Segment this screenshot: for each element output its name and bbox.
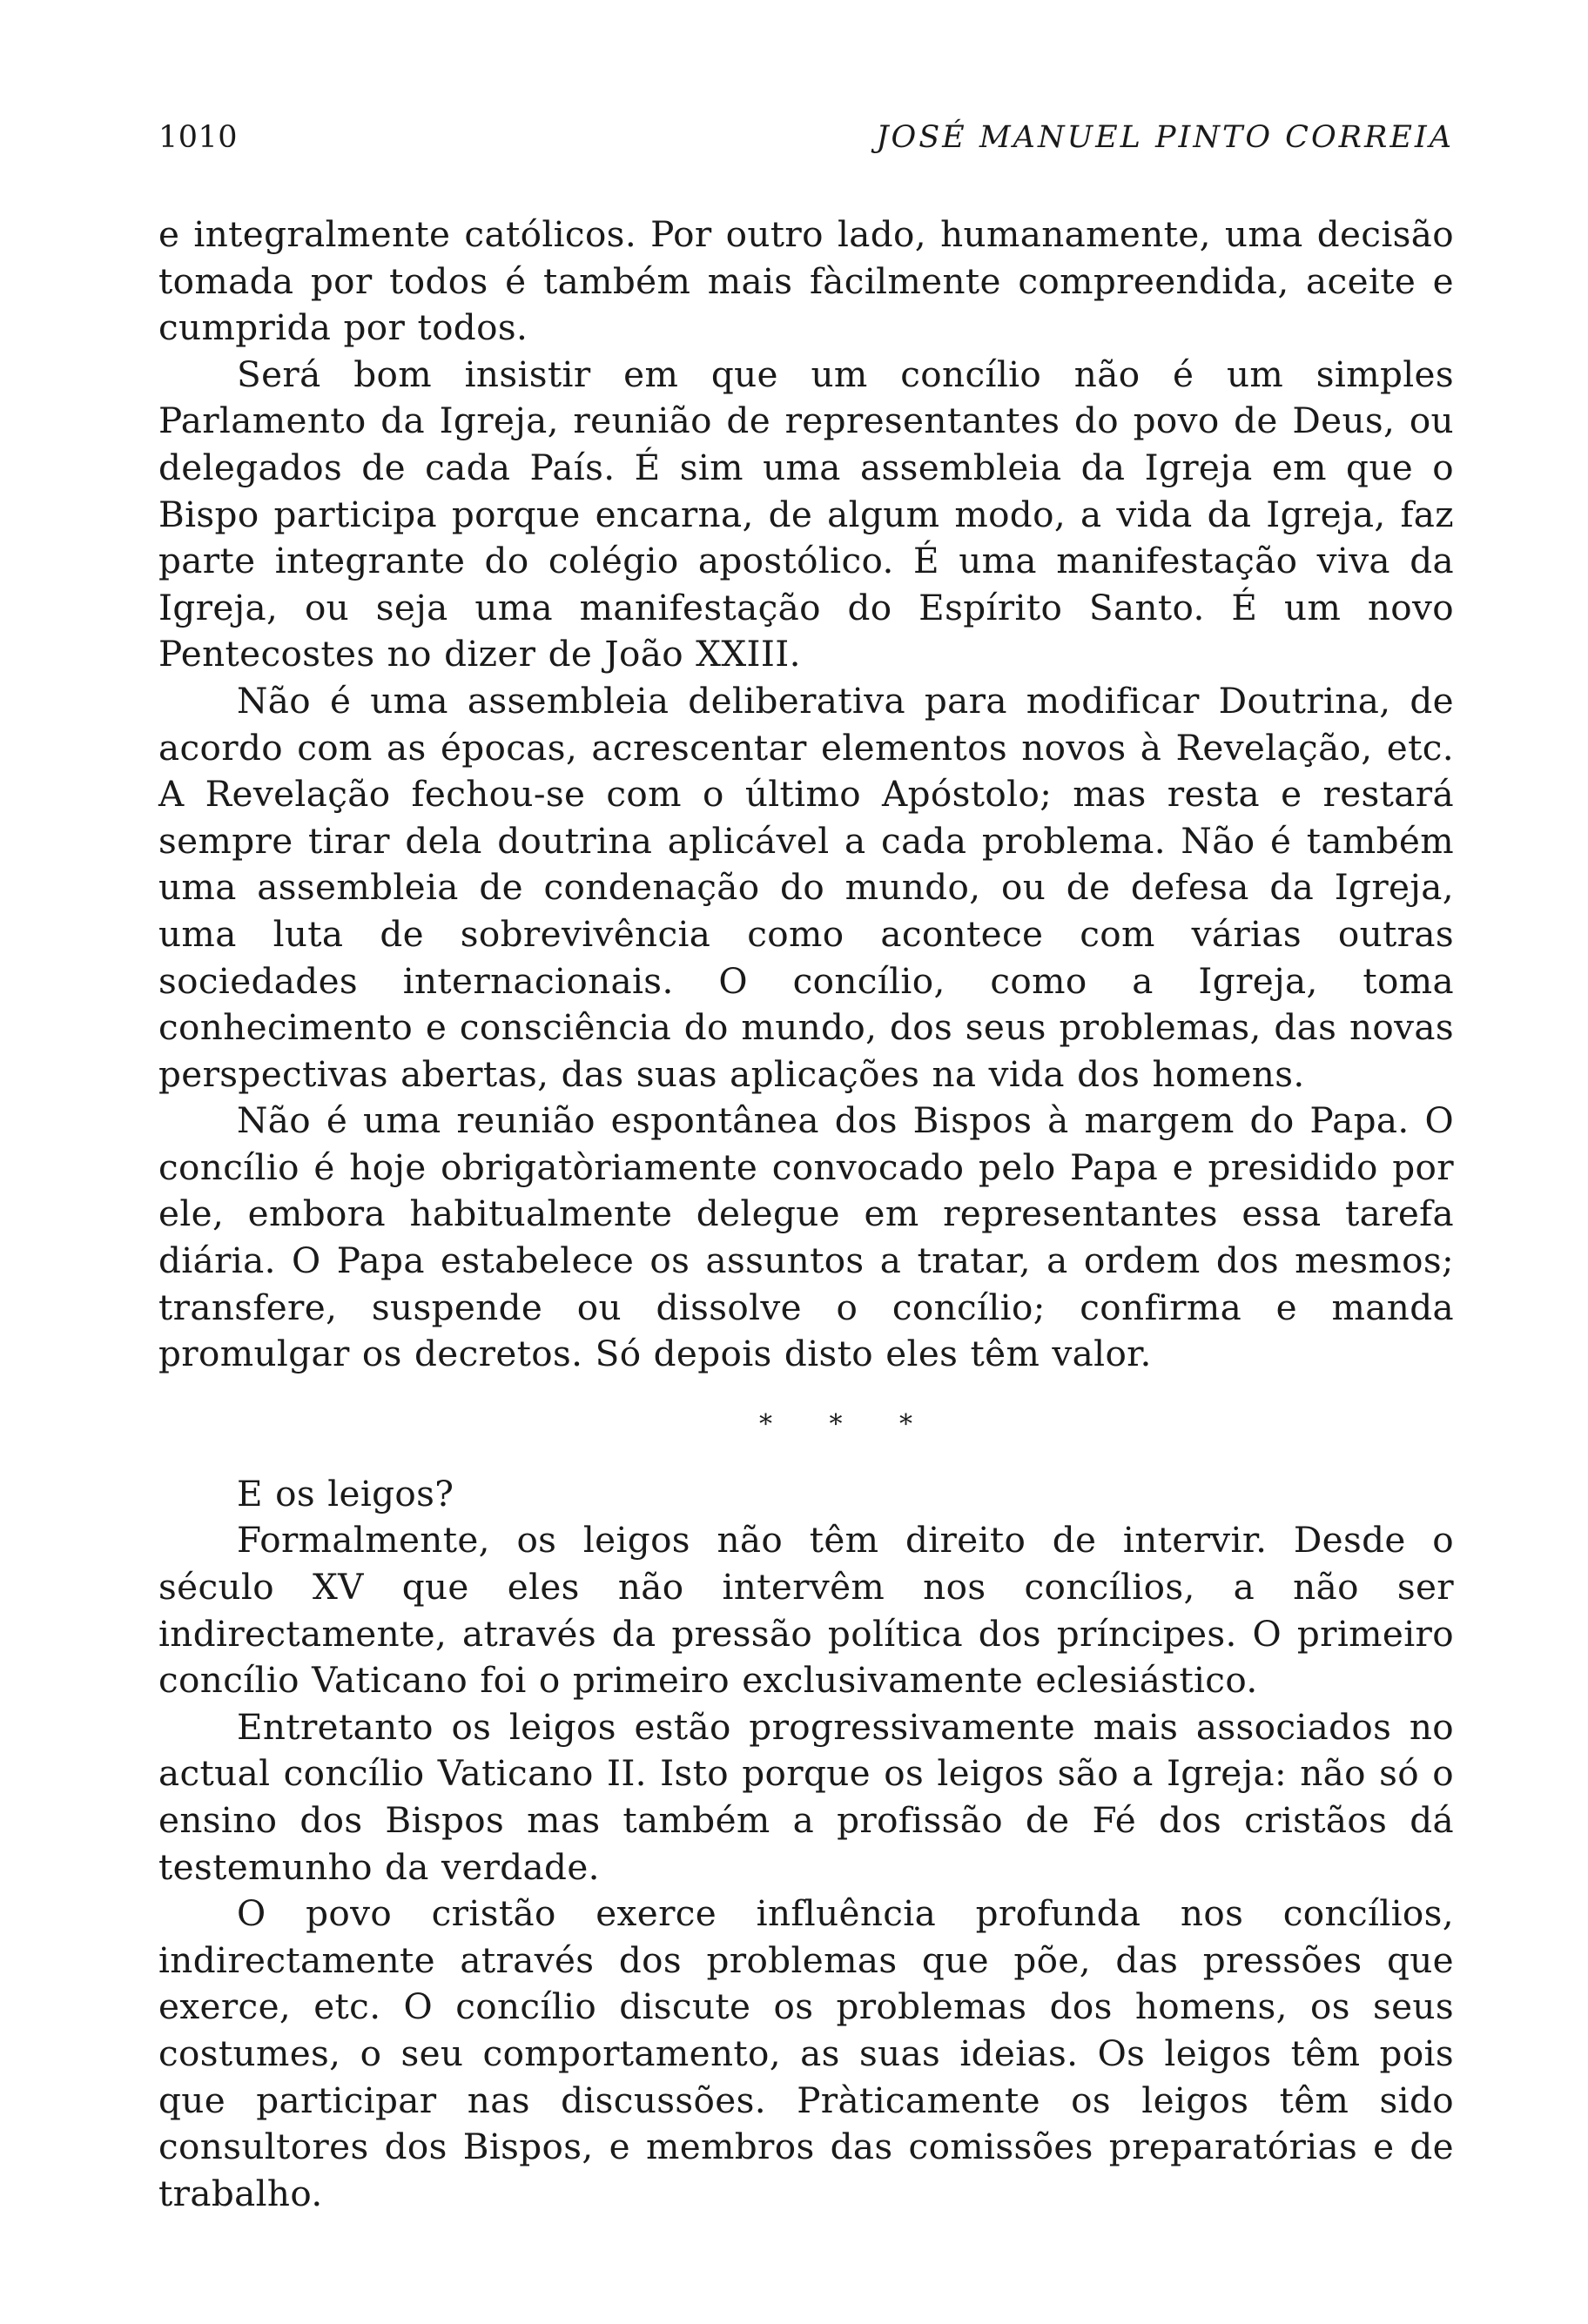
paragraph: e integralmente católicos. Por outro lado, humanamente, uma decisão tomada por todos é também mais fàcilmente compreendida, aceite e cumprida por todos. xyxy=(158,213,1454,349)
page-number: 1010 xyxy=(158,120,239,155)
paragraph: Não é uma assembleia deliberativa para modificar Doutrina, de acordo com as épocas, acrescentar elementos novos à Revelação, etc. A Revelação fechou-se com o último Apóstolo; mas resta e restará sempre tirar dela doutrina aplicável a cada problema. Não é também uma assembleia de condenação do mundo, ou de defesa da Igreja, uma luta de sobrevivência como acontece com várias outras sociedades internacionais. O concílio, como a Igreja, toma conhecimento e consciência do mundo, dos seus problemas, das novas perspectivas abertas, das suas aplicações na vida dos homens. xyxy=(158,679,1454,1095)
running-head: JOSÉ MANUEL PINTO CORREIA xyxy=(876,120,1454,155)
paragraph: Será bom insistir em que um concílio não é um simples Parlamento da Igreja, reunião de representantes do povo de Deus, ou delegados de cada País. É sim uma assembleia da Igreja em que o Bispo participa porque encarna, de algum modo, a vida da Igreja, faz parte integrante do colégio apostólico. É uma manifestação viva da Igreja, ou seja uma manifestação do Espírito Santo. É um novo Pentecostes no dizer de João XXIII. xyxy=(158,353,1454,675)
section-separator: * * * xyxy=(758,1408,938,1440)
paragraph: Não é uma reunião espontânea dos Bispos à margem do Papa. O concílio é hoje obrigatòriamente convocado pelo Papa e presidido por ele, embora habitualmente delegue em representantes essa tarefa diária. O Papa estabelece os assuntos a tratar, a ordem dos mesmos; transfere, suspende ou dissolve o concílio; confirma e manda promulgar os decretos. Só depois disto eles têm valor. xyxy=(158,1099,1454,1375)
paragraph: E os leigos? xyxy=(237,1472,454,1515)
body-text xyxy=(158,212,1454,2217)
page-header xyxy=(158,120,1454,172)
paragraph: O povo cristão exerce influência profunda nos concílios, indirectamente através dos problemas que põe, das pressões que exerce, etc. O concílio discute os problemas dos homens, os seus costumes, o seu comportamento, as suas ideias. Os leigos têm pois que participar nas discussões. Pràticamente os leigos têm sido consultores dos Bispos, e membros das comissões preparatórias e de trabalho. xyxy=(158,1892,1454,2214)
paragraph: Formalmente, os leigos não têm direito de intervir. Desde o século XV que eles não intervêm nos concílios, a não ser indirectamente, através da pressão política dos príncipes. O primeiro concílio Vaticano foi o primeiro exclusivamente eclesiástico. xyxy=(158,1519,1454,1702)
paragraph: Entretanto os leigos estão progressivamente mais associados no actual concílio Vaticano II. Isto porque os leigos são a Igreja: não só o ensino dos Bispos mas também a profissão de Fé dos cristãos dá testemunho da verdade. xyxy=(158,1705,1454,1888)
